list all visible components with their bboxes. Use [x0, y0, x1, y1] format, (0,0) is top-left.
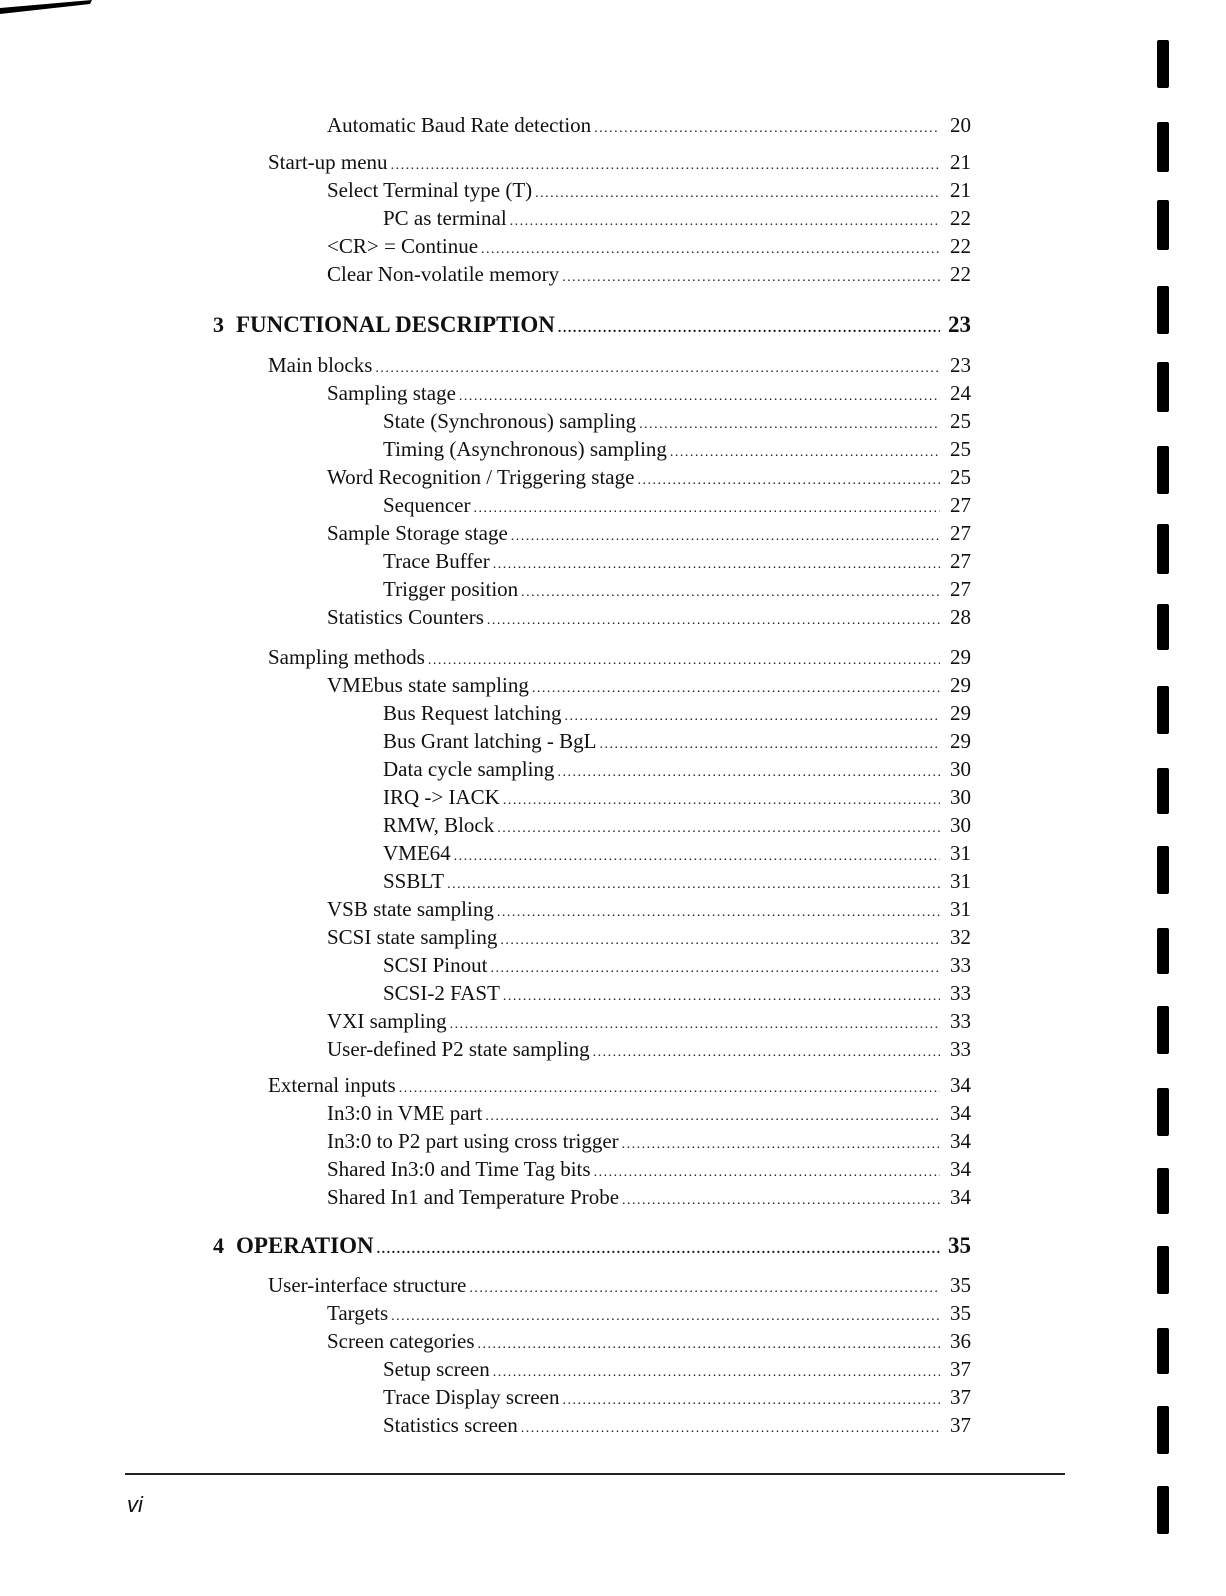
dot-leader	[503, 784, 940, 814]
toc-entry: Bus Grant latching - BgL . . . 29	[383, 728, 971, 758]
binder-hole-mark	[1157, 1006, 1169, 1054]
binder-hole-mark	[1157, 1088, 1169, 1136]
binder-hole-mark	[1157, 928, 1169, 974]
toc-entry: PC as terminal . . . 22	[383, 205, 971, 235]
dot-leader	[510, 205, 940, 235]
page-number: 30	[950, 813, 971, 837]
dot-leader	[428, 644, 940, 674]
toc-entry: State (Synchronous) sampling . . . 25	[383, 408, 971, 438]
page-number: 27	[950, 521, 971, 545]
toc-entry: VMEbus state sampling . . . 29	[327, 672, 971, 702]
dot-leader	[521, 576, 940, 606]
toc-entry: Trace Display screen . . . 37	[383, 1384, 971, 1414]
toc-entry: Sampling stage . . . 24	[327, 380, 971, 410]
toc-entry: Main blocks . . . 23	[268, 352, 971, 382]
dot-leader	[399, 1072, 940, 1102]
toc-entry: Automatic Baud Rate detection . . . 20	[327, 112, 971, 142]
binder-hole-mark	[1157, 1406, 1169, 1454]
toc-entry: <CR> = Continue . . . 22	[327, 233, 971, 263]
page-number: 34	[950, 1157, 971, 1181]
page-number: 35	[950, 1301, 971, 1325]
toc-entry: Trigger position . . . 27	[383, 576, 971, 606]
binder-hole-mark	[1157, 524, 1169, 574]
dot-leader	[487, 604, 940, 634]
toc-entry: SCSI-2 FAST . . . 33	[383, 980, 971, 1010]
page-number: 33	[950, 1009, 971, 1033]
binder-hole-mark	[1157, 286, 1169, 334]
toc-entry: In3:0 in VME part . . . 34	[327, 1100, 971, 1130]
dot-leader	[532, 672, 940, 702]
page-number: 30	[950, 785, 971, 809]
page-number: 36	[950, 1329, 971, 1353]
dot-leader	[490, 952, 940, 982]
toc-entry: Trace Buffer . . . 27	[383, 548, 971, 578]
page-number: 22	[950, 262, 971, 286]
toc-chapter-entry: OPERATION . . . 35	[236, 1233, 971, 1263]
page-number: 25	[950, 437, 971, 461]
dot-leader	[459, 380, 940, 410]
binder-hole-mark	[1157, 122, 1169, 172]
toc-entry: External inputs . . . 34	[268, 1072, 971, 1102]
page-number: 22	[950, 234, 971, 258]
toc-entry: Targets . . . 35	[327, 1300, 971, 1330]
dot-leader	[639, 408, 940, 438]
toc-entry: Start-up menu . . . 21	[268, 149, 971, 179]
toc-entry: Sample Storage stage . . . 27	[327, 520, 971, 550]
toc-entry: Shared In3:0 and Time Tag bits . . . 34	[327, 1156, 971, 1186]
dot-leader	[454, 840, 940, 870]
page-number: 22	[950, 206, 971, 230]
dot-leader	[535, 177, 940, 207]
binder-hole-mark	[1157, 362, 1169, 412]
page-number: 25	[950, 465, 971, 489]
page-number: 27	[950, 549, 971, 573]
dot-leader	[562, 261, 940, 291]
footer-rule	[125, 1473, 1065, 1475]
toc-entry: SCSI state sampling . . . 32	[327, 924, 971, 954]
binder-hole-mark	[1157, 604, 1169, 650]
page-number: 32	[950, 925, 971, 949]
binder-hole-mark	[1157, 846, 1169, 894]
page-number: 21	[950, 178, 971, 202]
page-folio: vi	[127, 1492, 143, 1517]
dot-leader	[497, 896, 940, 926]
toc-entry: Screen categories . . . 36	[327, 1328, 971, 1358]
dot-leader	[594, 112, 940, 142]
dot-leader	[391, 1300, 940, 1330]
page-number: 37	[950, 1413, 971, 1437]
dot-leader	[481, 233, 940, 263]
toc-entry: Statistics Counters . . . 28	[327, 604, 971, 634]
toc-entry: Timing (Asynchronous) sampling . . . 25	[383, 436, 971, 466]
toc-entry: VXI sampling . . . 33	[327, 1008, 971, 1038]
dot-leader	[593, 1036, 940, 1066]
toc-entry: Statistics screen . . . 37	[383, 1412, 971, 1442]
dot-leader	[503, 980, 940, 1010]
toc-entry: Sequencer . . . 27	[383, 492, 971, 522]
toc-entry: Setup screen . . . 37	[383, 1356, 971, 1386]
toc-chapter-entry: FUNCTIONAL DESCRIPTION . . . 23	[236, 312, 971, 342]
chapter-number: 3	[213, 312, 224, 337]
toc-entry: Word Recognition / Triggering stage . . . 25	[327, 464, 971, 494]
page-number: 29	[950, 729, 971, 753]
page-number: 21	[950, 150, 971, 174]
page-number: 27	[950, 577, 971, 601]
dot-leader	[375, 352, 940, 382]
dot-leader	[622, 1184, 940, 1214]
dot-leader	[594, 1156, 940, 1186]
toc-entry: RMW, Block . . . 30	[383, 812, 971, 842]
page-number: 34	[950, 1185, 971, 1209]
dot-leader	[485, 1100, 940, 1130]
dot-leader	[493, 1356, 940, 1386]
toc-entry: VSB state sampling . . . 31	[327, 896, 971, 926]
page-number: 27	[950, 493, 971, 517]
page-number: 25	[950, 409, 971, 433]
scan-corner-mark	[0, 0, 92, 14]
page-number: 30	[950, 757, 971, 781]
binder-hole-mark	[1157, 1246, 1169, 1294]
dot-leader	[377, 1233, 940, 1263]
page-number: 24	[950, 381, 971, 405]
page-number: 37	[950, 1385, 971, 1409]
dot-leader	[599, 728, 940, 758]
dot-leader	[473, 492, 940, 522]
page-number: 34	[950, 1073, 971, 1097]
toc-entry: Select Terminal type (T) . . . 21	[327, 177, 971, 207]
toc-entry: Data cycle sampling . . . 30	[383, 756, 971, 786]
binder-hole-mark	[1157, 1328, 1169, 1374]
toc-entry: Bus Request latching . . . 29	[383, 700, 971, 730]
page-number: 34	[950, 1129, 971, 1153]
toc-entry: SCSI Pinout . . . 33	[383, 952, 971, 982]
page-number: 28	[950, 605, 971, 629]
page-number: 34	[950, 1101, 971, 1125]
dot-leader	[511, 520, 940, 550]
dot-leader	[521, 1412, 940, 1442]
page-number: 29	[950, 701, 971, 725]
toc-entry: In3:0 to P2 part using cross trigger . . . 34	[327, 1128, 971, 1158]
dot-leader	[622, 1128, 940, 1158]
page-number: 20	[950, 113, 971, 137]
dot-leader	[563, 1384, 940, 1414]
toc-entry: User-defined P2 state sampling . . . 33	[327, 1036, 971, 1066]
chapter-number: 4	[213, 1233, 224, 1258]
page-number: 33	[950, 953, 971, 977]
page-number: 31	[950, 841, 971, 865]
binder-hole-mark	[1157, 1168, 1169, 1214]
toc-entry: VME64 . . . 31	[383, 840, 971, 870]
dot-leader	[478, 1328, 940, 1358]
dot-leader	[557, 756, 940, 786]
binder-hole-mark	[1157, 1486, 1169, 1534]
page-number: 29	[950, 645, 971, 669]
page-number: 23	[948, 312, 971, 337]
dot-leader	[500, 924, 940, 954]
toc-entry: IRQ -> IACK . . . 30	[383, 784, 971, 814]
page-number: 29	[950, 673, 971, 697]
page-number: 33	[950, 981, 971, 1005]
dot-leader	[447, 868, 940, 898]
toc-entry: User-interface structure . . . 35	[268, 1272, 971, 1302]
dot-leader	[670, 436, 940, 466]
dot-leader	[493, 548, 940, 578]
dot-leader	[564, 700, 940, 730]
page-number: 37	[950, 1357, 971, 1381]
binder-hole-mark	[1157, 40, 1169, 88]
binder-hole-mark	[1157, 200, 1169, 250]
toc-entry: Clear Non-volatile memory . . . 22	[327, 261, 971, 291]
dot-leader	[497, 812, 940, 842]
dot-leader	[450, 1008, 940, 1038]
page-number: 35	[948, 1233, 971, 1258]
binder-hole-mark	[1157, 446, 1169, 494]
dot-leader	[637, 464, 940, 494]
dot-leader	[469, 1272, 940, 1302]
page-number: 35	[950, 1273, 971, 1297]
toc-entry: Sampling methods . . . 29	[268, 644, 971, 674]
page-number: 31	[950, 869, 971, 893]
page-number: 23	[950, 353, 971, 377]
toc-entry: SSBLT . . . 31	[383, 868, 971, 898]
page-number: 31	[950, 897, 971, 921]
page-number: 33	[950, 1037, 971, 1061]
binder-hole-mark	[1157, 768, 1169, 814]
toc-entry: Shared In1 and Temperature Probe . . . 34	[327, 1184, 971, 1214]
dot-leader	[558, 312, 940, 342]
binder-hole-mark	[1157, 686, 1169, 734]
dot-leader	[391, 149, 940, 179]
